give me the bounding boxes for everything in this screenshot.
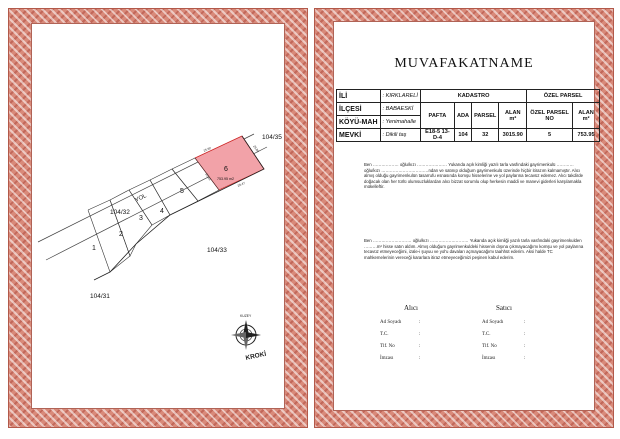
seller-name-colon: :	[524, 320, 526, 325]
col-ada: ADA	[454, 103, 471, 129]
seller-statement: Ben ……………… oğlu/kızı ………………… Yukarıda açık kimliği yazılı tarla vasfındaki gayrimenkulü ………… oğlu/kızı ……………………………ndan ve satınıp olduğum gayrimenkulü üzerinde hiçbir itirazım kalmamıştır. Alıcı almış olduğu gayrimenkulün tasarrufu esnasında komşu hisselerine ve yol paylarına tecavüz edemez. Alıcı takdirde doğacak olan her türlü olumsuzluklardan alıcı bizzat sorumlu olup herkesin maddi ve manevi giderleri karşılamakla mükelleftir.	[364, 162, 584, 190]
il-value: : KIRKLARELİ	[380, 90, 420, 103]
parcel-sketch	[32, 24, 288, 411]
dim-right: 29.80	[252, 144, 260, 154]
col-parsel: PARSEL	[472, 103, 499, 129]
sketch-page	[8, 8, 308, 428]
ilce-value: : BABAESKİ	[380, 103, 420, 116]
consent-frame	[333, 21, 595, 411]
col-alan: ALAN m²	[499, 103, 527, 129]
kadastro-header: KADASTRO	[420, 90, 526, 103]
val-ozel-parsel: 5	[527, 129, 573, 142]
col-pafta: PAFTA	[420, 103, 454, 129]
road-label: YOL	[134, 193, 148, 204]
val-ada: 104	[454, 129, 471, 142]
neighbor-104-32: 104/32	[110, 209, 130, 216]
sketch-frame	[31, 23, 285, 409]
val-alan: 3015.90	[499, 129, 527, 142]
mevki-value: : Dikili taş	[380, 129, 420, 142]
seller-title: Satıcı	[496, 304, 512, 312]
buyer-name-colon: :	[419, 320, 421, 325]
neighbor-104-33: 104/33	[207, 247, 227, 254]
neighbor-104-31: 104/31	[90, 293, 110, 300]
buyer-sign-label: İmzası	[380, 356, 394, 361]
kroki-label: KROKİ	[244, 350, 267, 362]
neighbor-104-35: 104/35	[262, 134, 282, 141]
col-alan2: ALAN m²	[573, 103, 600, 129]
dim-left: 33.93	[204, 172, 212, 182]
parcel-5-label: 5	[180, 188, 184, 195]
seller-tc-label: T.C.	[482, 332, 491, 337]
parcel-6-area: 753.95 m2	[217, 177, 234, 181]
buyer-sign-colon: :	[419, 356, 421, 361]
buyer-tc-label: T.C.	[380, 332, 389, 337]
parcel-2-label: 2	[119, 231, 123, 238]
consent-page	[314, 8, 614, 428]
koy-value: : Yenimahalle	[380, 116, 420, 129]
seller-tel-label: Tlf. No	[482, 344, 497, 349]
val-alan2: 753.95	[573, 129, 600, 142]
buyer-title: Alıcı	[404, 304, 418, 312]
dim-top: 25.80	[202, 146, 212, 153]
koy-label: KÖYÜ-MAH	[337, 116, 381, 129]
val-pafta: E18-5 13-D-4	[420, 129, 454, 142]
parcel-1-label: 1	[92, 245, 96, 252]
buyer-tc-colon: :	[419, 332, 421, 337]
mevki-label: MEVKİ	[337, 129, 381, 142]
parcel-6-shape[interactable]	[195, 136, 264, 190]
compass-icon	[231, 320, 261, 350]
parcel-info-table	[336, 89, 600, 142]
seller-tel-colon: :	[524, 344, 526, 349]
buyer-statement: Ben ……………………… oğlu/kızı ……………………… Yukarıda açık kimliği yazılı tarla vasfındaki gayrimenkulden ………m² hisse satın aldım. Almış olduğum gayrimenkuldeki hissenin dışına çıkmayacağımı komşu ve yol paylarına tecavüz etmeyeceğimi, izale-i şuyuu ve yol'u davaları açmayacağımı taahhüt ederim. Aksi halde TC mahkemelerinin vereceği kararlara itiraz etmeyeceğimizi peşinen kabul ederim.	[364, 238, 584, 260]
seller-sign-label: İmzası	[482, 356, 496, 361]
seller-tc-colon: :	[524, 332, 526, 337]
parcel-2-shape	[110, 190, 152, 256]
ozel-parsel-header: ÖZEL PARSEL	[527, 90, 600, 103]
col-ozel-parsel-no: ÖZEL PARSEL NO	[527, 103, 573, 129]
parcel-4-label: 4	[160, 208, 164, 215]
ilce-label: İLÇESİ	[337, 103, 381, 116]
seller-sign-colon: :	[524, 356, 526, 361]
dim-bottom: 28.47	[236, 181, 246, 188]
buyer-tel-label: Tlf. No	[380, 344, 395, 349]
val-parsel: 32	[472, 129, 499, 142]
parcel-3-label: 3	[139, 215, 143, 222]
il-label: İLİ	[337, 90, 381, 103]
seller-name-label: Ad Soyadı	[482, 320, 504, 325]
buyer-name-label: Ad Soyadı	[380, 320, 402, 325]
buyer-tel-colon: :	[419, 344, 421, 349]
compass-north-label: KUZEY	[240, 314, 252, 318]
document-title: MUVAFAKATNAME	[394, 56, 534, 71]
parcel-6-label: 6	[224, 166, 228, 173]
